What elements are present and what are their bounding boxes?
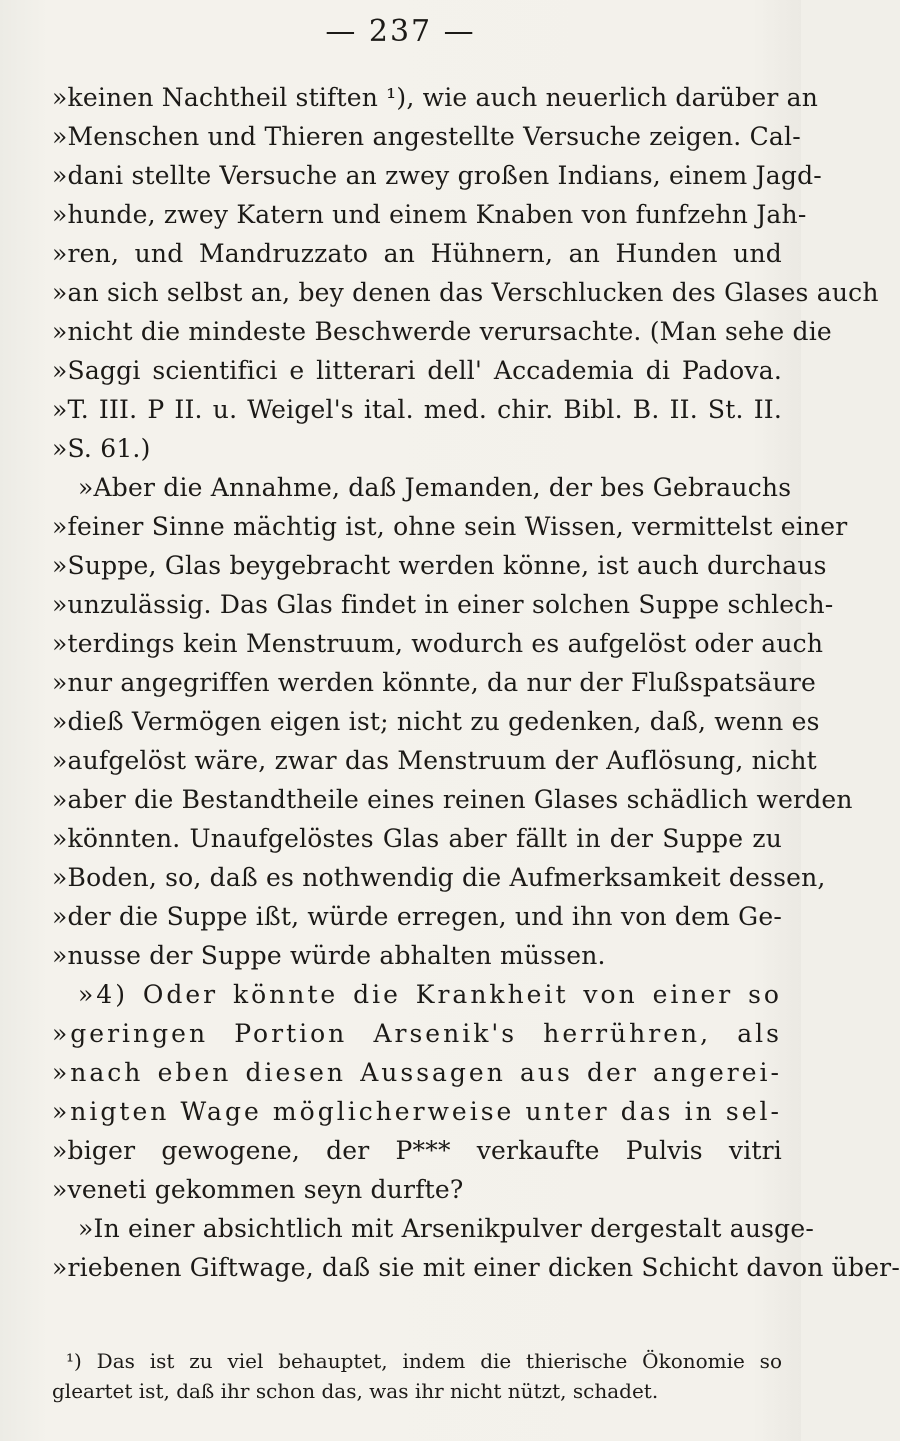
text-line: »Aber die Annahme, daß Jemanden, der bes Gebrauchs — [78, 473, 792, 502]
body-text — [52, 78, 900, 1287]
text-line: »der die Suppe ißt, würde erregen, und ihn von dem Ge- — [52, 902, 782, 931]
text-line: »riebenen Giftwage, daß sie mit einer dicken Schicht davon über- — [52, 1253, 900, 1282]
text-line: »biger gewogene, der P*** verkaufte Pulvis vitri — [52, 1136, 782, 1165]
text-line: »hunde, zwey Katern und einem Knaben von funfzehn Jah- — [52, 200, 807, 229]
text-line: »nicht die mindeste Beschwerde verursachte. (Man sehe die — [52, 317, 832, 346]
text-line: »Boden, so, daß es nothwendig die Aufmerksamkeit dessen, — [52, 863, 826, 892]
text-line: »dieß Vermögen eigen ist; nicht zu gedenken, daß, wenn es — [52, 707, 820, 736]
text-line: »unzulässig. Das Glas findet in einer solchen Suppe schlech- — [52, 590, 834, 619]
text-line: »dani stellte Versuche an zwey großen Indians, einem Jagd- — [52, 161, 822, 190]
text-line: »In einer absichtlich mit Arsenikpulver dergestalt ausge- — [78, 1214, 815, 1243]
text-line: »aufgelöst wäre, zwar das Menstruum der Auflösung, nicht — [52, 746, 817, 775]
text-line: »aber die Bestandtheile eines reinen Glases schädlich werden — [52, 785, 853, 814]
text-line: »Saggi scientifici e litterari dell' Accademia di Padova. — [52, 356, 782, 385]
text-line: »S. 61.) — [52, 434, 151, 463]
text-line: »4) Oder könnte die Krankheit von einer so — [78, 980, 782, 1009]
text-line: »nigten Wage möglicherweise unter das in sel- — [52, 1097, 782, 1126]
text-line: »Menschen und Thieren angestellte Versuche zeigen. Cal- — [52, 122, 801, 151]
text-line: »terdings kein Menstruum, wodurch es aufgelöst oder auch — [52, 629, 824, 658]
text-line: »könnten. Unaufgelöstes Glas aber fällt in der Suppe zu — [52, 824, 782, 853]
page-header: — 237 — — [325, 14, 476, 49]
text-line: »an sich selbst an, bey denen das Verschlucken des Glases auch — [52, 278, 879, 307]
text-line: »veneti gekommen seyn durfte? — [52, 1175, 464, 1204]
footnote-line: gleartet ist, daß ihr schon das, was ihr nicht nützt, schadet. — [52, 1379, 659, 1403]
text-line: »feiner Sinne mächtig ist, ohne sein Wissen, vermittelst einer — [52, 512, 848, 541]
text-line: »keinen Nachtheil stiften ¹), wie auch neuerlich darüber an — [52, 83, 819, 112]
footnotes — [52, 1346, 782, 1406]
text-line: »geringen Portion Arsenik's herrühren, als — [52, 1019, 782, 1048]
footnote-line: ¹) Das ist zu viel behauptet, indem die thierische Ökonomie so — [66, 1349, 782, 1373]
text-line: »T. III. P II. u. Weigel's ital. med. chir. Bibl. B. II. St. II. — [52, 395, 782, 424]
text-line: »ren, und Mandruzzato an Hühnern, an Hunden und — [52, 239, 782, 268]
text-line: »nusse der Suppe würde abhalten müssen. — [52, 941, 606, 970]
text-line: »nach eben diesen Aussagen aus der angerei- — [52, 1058, 782, 1087]
text-line: »Suppe, Glas beygebracht werden könne, ist auch durchaus — [52, 551, 827, 580]
text-line: »nur angegriffen werden könnte, da nur der Flußspatsäure — [52, 668, 816, 697]
